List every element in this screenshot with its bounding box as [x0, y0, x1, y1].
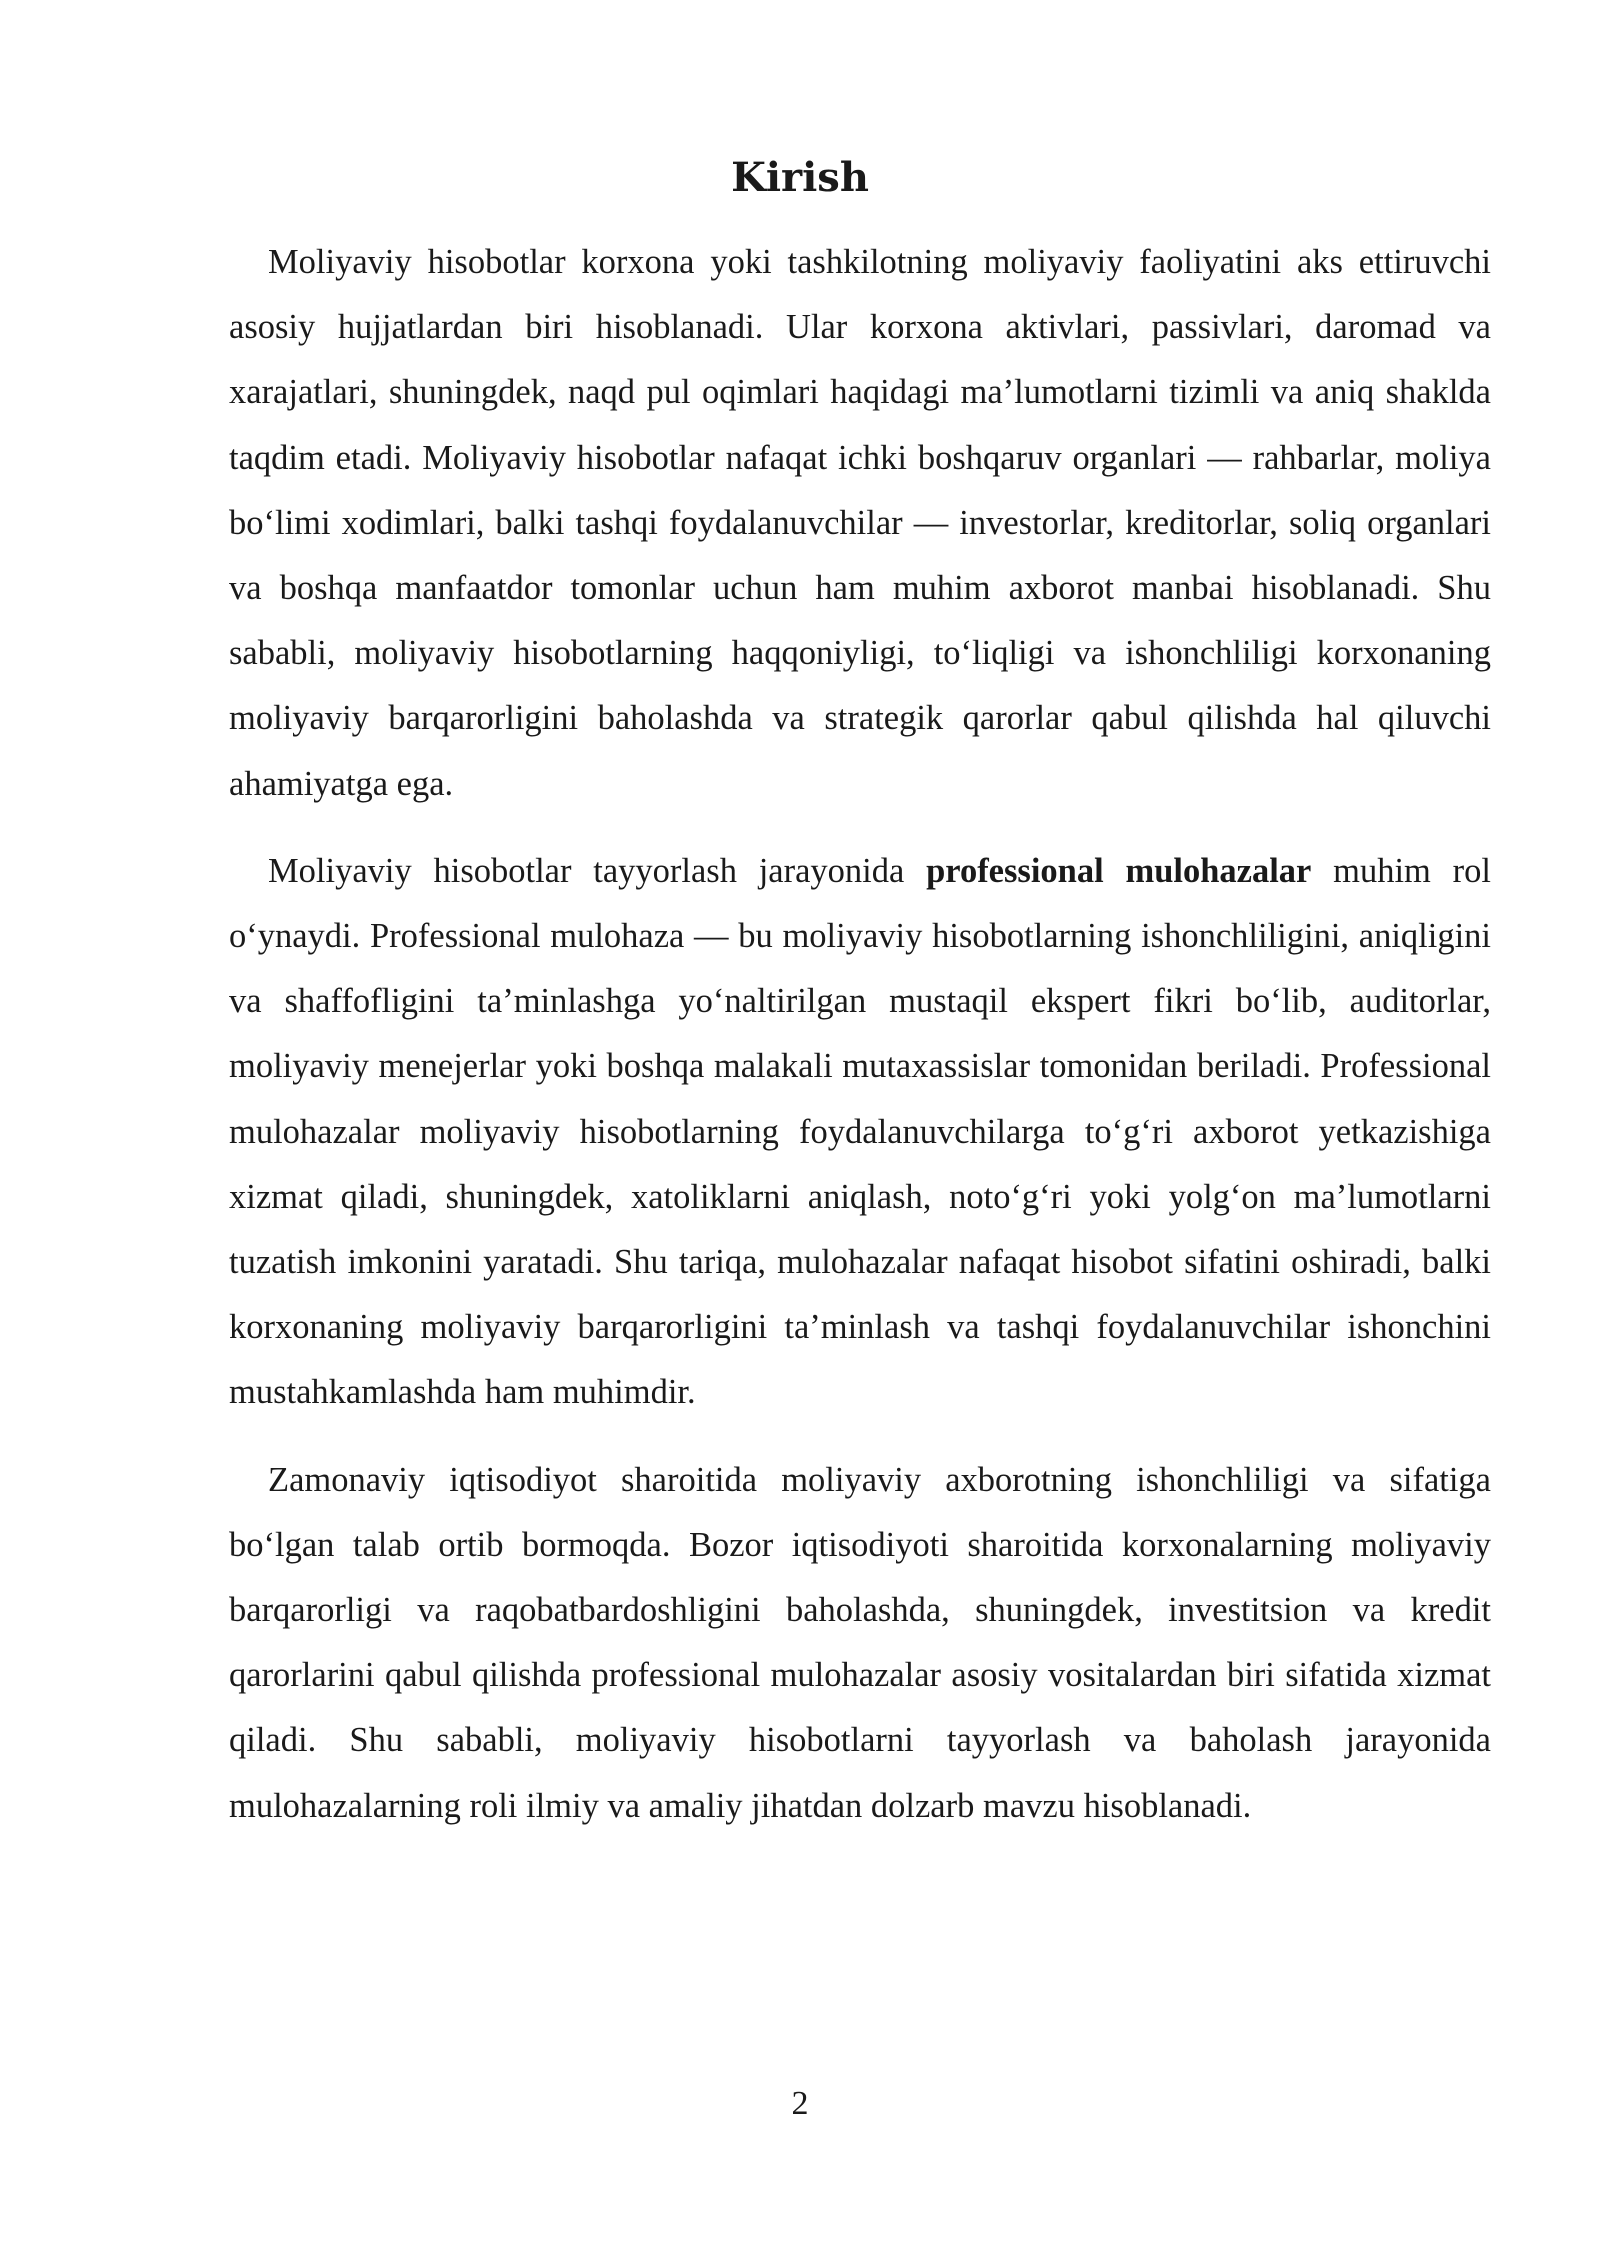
body-text [229, 230, 1491, 1861]
paragraph-2-rest: muhim rol o‘ynaydi. Professional mulohaza — bu moliyaviy hisobotlarning ishonchliligini, aniqligini va shaffofligini ta’minlashga yo‘naltirilgan mustaqil ekspert fikri bo‘lib, auditorlar, moliyaviy menejerlar yoki boshqa malakali mutaxassislar tomonidan beriladi. Professional mulohazalar moliyaviy hisobotlarning foydalanuvchilarga to‘g‘ri axborot yetkazishiga xizmat qiladi, shuningdek, xatoliklarni aniqlash, noto‘g‘ri yoki yolg‘on ma’lumotlarni tuzatish imkonini yaratadi. Shu tariqa, mulohazalar nafaqat hisobot sifatini oshiradi, balki korxonaning moliyaviy barqarorligini ta’minlash va tashqi foydalanuvchilar ishonchini mustahkamlashda ham muhimdir. [229, 851, 1491, 1412]
paragraph-2-lead: Moliyaviy hisobotlar tayyorlash jarayonida [268, 851, 927, 890]
paragraph-3: Zamonaviy iqtisodiyot sharoitida moliyaviy axborotning ishonchliligi va sifatiga bo‘lgan talab ortib bormoqda. Bozor iqtisodiyoti sharoitida korxonalarning moliyaviy barqarorligi va raqobatbardoshligini baholashda, shuningdek, investitsion va kredit qarorlarini qabul qilishda professional mulohazalar asosiy vositalardan biri sifatida xizmat qiladi. Shu sababli, moliyaviy hisobotlarni tayyorlash va baholash jarayonida mulohazalarning roli ilmiy va amaliy jihatdan dolzarb mavzu hisoblanadi. [229, 1460, 1491, 1825]
paragraph-2 [229, 839, 1491, 1426]
paragraph-1: Moliyaviy hisobotlar korxona yoki tashkilotning moliyaviy faoliyatini aks ettiruvchi asosiy hujjatlardan biri hisoblanadi. Ular korxona aktivlari, passivlari, daromad va xarajatlari, shuningdek, naqd pul oqimlari haqidagi ma’lumotlarni tizimli va aniq shaklda taqdim etadi. Moliyaviy hisobotlar nafaqat ichki boshqaruv organlari — rahbarlar, moliya bo‘limi xodimlari, balki tashqi foydalanuvchilar — investorlar, kreditorlar, soliq organlari va boshqa manfaatdor tomonlar uchun ham muhim axborot manbai hisoblanadi. Shu sababli, moliyaviy hisobotlarning haqqoniyligi, to‘liqligi va ishonchliligi korxonaning moliyaviy barqarorligini baholashda va strategik qarorlar qabul qilishda hal qiluvchi ahamiyatga ega. [229, 243, 1491, 803]
page-title: Kirish [731, 154, 869, 201]
page-number: 2 [791, 2085, 809, 2122]
bold-term: professional mulohazalar [926, 851, 1312, 890]
